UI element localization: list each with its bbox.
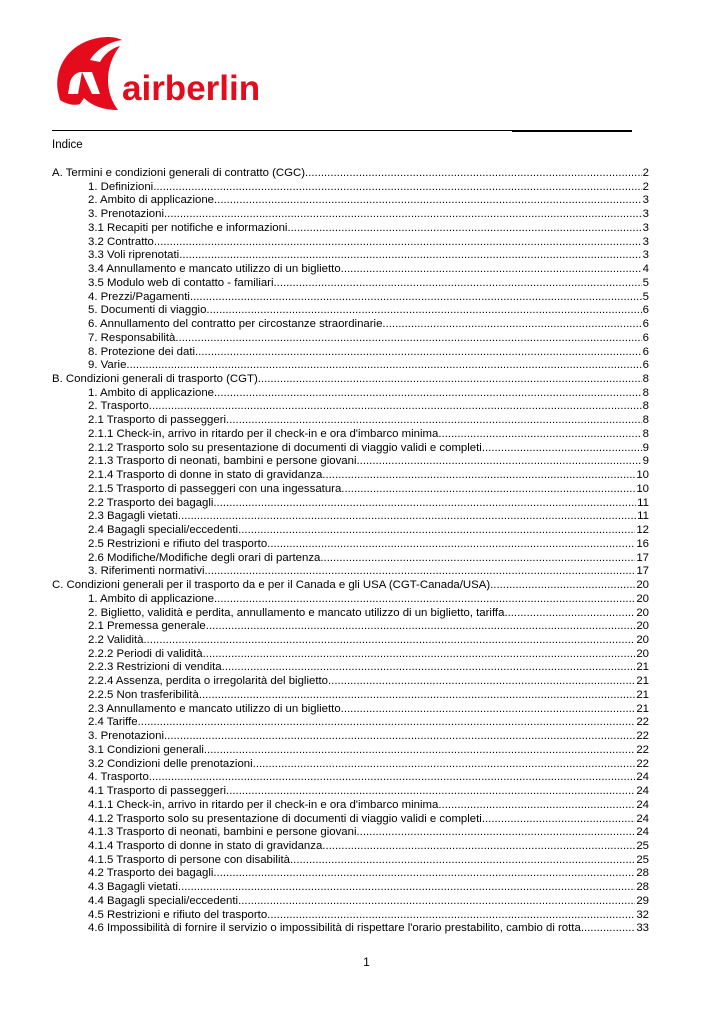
- toc-entry[interactable]: [52, 799, 649, 813]
- toc-entry-title: 4. Trasporto: [88, 771, 149, 784]
- toc-entry-page: 24: [636, 812, 649, 825]
- toc-leader-dots: [153, 181, 641, 195]
- toc-leader-dots: [504, 607, 635, 621]
- toc-entry-title: 2.4 Tariffe: [88, 716, 138, 729]
- toc-entry-page: 5: [642, 290, 649, 303]
- toc-entry[interactable]: [52, 922, 649, 936]
- toc-entry[interactable]: [52, 442, 649, 456]
- toc-entry-title: 1. Ambito di applicazione: [88, 592, 215, 605]
- toc-entry-title: 4.1.2 Trasporto solo su presentazione di documenti di viaggio validi e completi: [88, 812, 482, 825]
- toc-entry-title: 2.2.3 Restrizioni di vendita: [88, 661, 222, 674]
- toc-entry-title: 3.1 Condizioni generali: [88, 743, 204, 756]
- toc-entry-title: 4. Prezzi/Pagamenti: [88, 290, 190, 303]
- toc-leader-dots: [164, 730, 635, 744]
- toc-entry-title: 2.1.3 Trasporto di neonati, bambini e persone giovani: [88, 455, 357, 468]
- toc-entry[interactable]: [52, 167, 649, 181]
- toc-entry[interactable]: [52, 607, 649, 621]
- toc-entry-page: 11: [637, 496, 649, 509]
- toc-title: Indice: [52, 139, 83, 151]
- toc-entry[interactable]: [52, 840, 649, 854]
- toc-entry-title: 9. Varie: [88, 359, 127, 372]
- toc-entry-page: 21: [636, 702, 649, 715]
- toc-entry-page: 3: [642, 249, 649, 262]
- toc-entry-page: 20: [636, 579, 649, 592]
- toc-entry[interactable]: [52, 813, 649, 827]
- toc-entry-title: 2.2.5 Non trasferibilità: [88, 688, 199, 701]
- toc-entry-page: 8: [642, 386, 649, 399]
- toc-leader-dots: [222, 661, 636, 675]
- toc-entry-title: 4.1.3 Trasporto di neonati, bambini e persone giovani: [88, 826, 357, 839]
- toc-leader-dots: [175, 332, 641, 346]
- toc-entry-page: 20: [636, 633, 649, 646]
- toc-entry[interactable]: [52, 648, 649, 662]
- toc-entry-title: 4.5 Restrizioni e rifiuto del trasporto: [88, 908, 268, 921]
- toc-entry[interactable]: [52, 826, 649, 840]
- toc-entry-page: 3: [642, 194, 649, 207]
- toc-leader-dots: [438, 799, 635, 813]
- toc-entry-page: 6: [642, 359, 649, 372]
- toc-entry[interactable]: [52, 730, 649, 744]
- toc-entry-title: A. Termini e condizioni generali di contratto (CGC): [52, 167, 306, 179]
- header-rule-accent: [512, 130, 632, 132]
- toc-leader-dots: [178, 881, 635, 895]
- toc-entry-title: 3.2 Contratto: [88, 235, 154, 248]
- toc-entry-title: 2. Trasporto: [88, 400, 149, 413]
- toc-leader-dots: [341, 703, 636, 717]
- toc-entry-title: 3. Prenotazioni: [88, 730, 164, 743]
- toc-entry-title: B. Condizioni generali di trasporto (CGT): [52, 373, 258, 386]
- toc-entry-page: 20: [636, 620, 649, 633]
- toc-leader-dots: [274, 277, 642, 291]
- toc-leader-dots: [290, 854, 635, 868]
- toc-leader-dots: [490, 579, 635, 593]
- toc-leader-dots: [214, 387, 642, 401]
- toc-entry-title: 1. Definizioni: [88, 180, 154, 193]
- toc-leader-dots: [258, 373, 642, 387]
- airberlin-logo-graphic: [52, 32, 272, 116]
- toc-entry-title: 3.4 Annullamento e mancato utilizzo di un biglietto: [88, 263, 341, 276]
- toc-entry-page: 6: [642, 304, 649, 317]
- toc-entry[interactable]: [52, 689, 649, 703]
- toc-leader-dots: [203, 648, 636, 662]
- toc-entry-title: 4.1.5 Trasporto di persone con disabilità: [88, 853, 290, 866]
- toc-entry-page: 6: [642, 318, 649, 331]
- toc-entry[interactable]: [52, 895, 649, 909]
- toc-entry-page: 3: [642, 221, 649, 234]
- toc-entry-page: 21: [636, 675, 649, 688]
- toc-entry-page: 3: [642, 208, 649, 221]
- toc-leader-dots: [581, 922, 636, 936]
- toc-leader-dots: [267, 909, 635, 923]
- toc-entry-title: 2.6 Modifiche/Modifiche degli orari di partenza: [88, 551, 321, 564]
- toc-entry-page: 24: [636, 785, 649, 798]
- toc-entry-page: 8: [642, 373, 649, 386]
- toc-leader-dots: [214, 194, 642, 208]
- toc-entry-title: 2.3 Bagagli vietati: [88, 510, 178, 523]
- toc-leader-dots: [253, 758, 636, 772]
- toc-entry-title: 4.1 Trasporto di passeggeri: [88, 785, 227, 798]
- toc-entry-title: 3. Prenotazioni: [88, 208, 164, 221]
- toc-entry[interactable]: [52, 428, 649, 442]
- toc-entry-page: 25: [636, 839, 649, 852]
- toc-entry-title: 2.1.5 Trasporto di passeggeri con una ingessatura: [88, 482, 342, 495]
- toc-entry-title: 2.1.2 Trasporto solo su presentazione di documenti di viaggio validi e completi: [88, 441, 482, 454]
- toc-entry-title: 7. Responsabilità: [88, 331, 176, 344]
- toc-entry-title: 3. Riferimenti normativi: [88, 565, 205, 578]
- table-of-contents: [52, 167, 649, 936]
- toc-entry[interactable]: [52, 552, 649, 566]
- toc-entry[interactable]: [52, 538, 649, 552]
- toc-leader-dots: [154, 236, 642, 250]
- toc-entry-title: 2. Biglietto, validità e perdita, annullamento e mancato utilizzo di un biglietto, tariffa: [88, 606, 505, 619]
- toc-leader-dots: [267, 538, 635, 552]
- toc-entry-page: 24: [636, 771, 649, 784]
- toc-entry-page: 21: [636, 688, 649, 701]
- toc-entry-page: 21: [636, 661, 649, 674]
- toc-entry-title: C. Condizioni generali per il trasporto da e per il Canada e gli USA (CGT-Canada/USA): [52, 579, 491, 592]
- toc-entry-page: 8: [642, 400, 649, 413]
- toc-entry-title: 2.2 Trasporto dei bagagli: [88, 496, 214, 509]
- toc-entry-title: 1. Ambito di applicazione: [88, 386, 215, 399]
- toc-leader-dots: [438, 428, 641, 442]
- toc-leader-dots: [204, 565, 635, 579]
- toc-entry[interactable]: [52, 881, 649, 895]
- toc-entry-page: 22: [636, 757, 649, 770]
- toc-entry-page: 29: [636, 894, 649, 907]
- toc-entry-page: 4: [642, 263, 649, 276]
- toc-leader-dots: [226, 785, 635, 799]
- toc-entry-page: 28: [636, 881, 649, 894]
- toc-entry[interactable]: [52, 785, 649, 799]
- toc-entry[interactable]: [52, 236, 649, 250]
- toc-entry[interactable]: [52, 854, 649, 868]
- toc-entry-title: 4.1.4 Trasporto di donne in stato di gravidanza: [88, 839, 323, 852]
- toc-entry-title: 4.4 Bagagli speciali/eccedenti: [88, 894, 239, 907]
- toc-entry[interactable]: [52, 675, 649, 689]
- toc-entry[interactable]: [52, 661, 649, 675]
- toc-entry[interactable]: [52, 249, 649, 263]
- toc-leader-dots: [204, 744, 635, 758]
- toc-entry-title: 3.1 Recapiti per notifiche e informazioni: [88, 221, 288, 234]
- logo-wordmark: airberlin: [122, 69, 261, 108]
- toc-entry-page: 24: [636, 826, 649, 839]
- toc-entry-title: 2.2 Validità: [88, 633, 144, 646]
- toc-entry[interactable]: [52, 497, 649, 511]
- toc-entry-title: 4.6 Impossibilità di fornire il servizio o impossibilità di rispettare l'orario prestabilito, cambio di rotta: [88, 922, 581, 935]
- toc-entry[interactable]: [52, 194, 649, 208]
- toc-entry-page: 17: [636, 551, 649, 564]
- toc-entry-title: 3.5 Modulo web di contatto - familiari: [88, 276, 274, 289]
- toc-leader-dots: [179, 249, 641, 263]
- toc-entry-page: 22: [636, 743, 649, 756]
- toc-entry-title: 5. Documenti di viaggio: [88, 304, 207, 317]
- toc-entry-title: 2.1.4 Trasporto di donne in stato di gravidanza: [88, 469, 323, 482]
- toc-leader-dots: [126, 359, 641, 373]
- toc-leader-dots: [138, 716, 636, 730]
- toc-entry[interactable]: [52, 469, 649, 483]
- toc-entry-page: 20: [636, 592, 649, 605]
- toc-entry-title: 2.2.2 Periodi di validità: [88, 647, 203, 660]
- toc-leader-dots: [322, 469, 635, 483]
- toc-entry-title: 2. Ambito di applicazione: [88, 194, 215, 207]
- toc-entry-page: 5: [642, 276, 649, 289]
- toc-entry[interactable]: [52, 703, 649, 717]
- toc-leader-dots: [320, 552, 635, 566]
- toc-entry[interactable]: [52, 304, 649, 318]
- toc-leader-dots: [149, 400, 642, 414]
- toc-entry[interactable]: [52, 291, 649, 305]
- toc-entry-title: 2.1.1 Check-in, arrivo in ritardo per il check-in e ora d'imbarco minima: [88, 427, 439, 440]
- toc-entry-title: 2.4 Bagagli speciali/eccedenti: [88, 524, 239, 537]
- toc-entry-page: 9: [642, 455, 649, 468]
- toc-entry-title: 4.1.1 Check-in, arrivo in ritardo per il check-in e ora d'imbarco minima: [88, 798, 439, 811]
- toc-entry-page: 2: [642, 167, 649, 179]
- toc-entry-page: 33: [636, 922, 649, 935]
- toc-entry-title: 6. Annullamento del contratto per circostanze straordinarie: [88, 318, 383, 331]
- toc-leader-dots: [357, 826, 636, 840]
- toc-entry-page: 22: [636, 730, 649, 743]
- toc-entry-title: 3.2 Condizioni delle prenotazioni: [88, 757, 253, 770]
- toc-leader-dots: [482, 813, 635, 827]
- toc-entry-title: 2.1 Trasporto di passeggeri: [88, 414, 227, 427]
- toc-leader-dots: [206, 304, 641, 318]
- toc-entry[interactable]: [52, 524, 649, 538]
- toc-entry[interactable]: [52, 909, 649, 923]
- toc-entry-page: 9: [642, 441, 649, 454]
- toc-entry[interactable]: [52, 181, 649, 195]
- toc-entry-title: 4.2 Trasporto dei bagagli: [88, 867, 214, 880]
- toc-entry-page: 10: [636, 469, 649, 482]
- toc-entry[interactable]: [52, 414, 649, 428]
- toc-leader-dots: [213, 867, 635, 881]
- toc-entry[interactable]: [52, 208, 649, 222]
- toc-leader-dots: [305, 167, 642, 181]
- toc-leader-dots: [328, 675, 635, 689]
- toc-entry[interactable]: [52, 359, 649, 373]
- toc-entry-page: 2: [642, 180, 649, 193]
- toc-leader-dots: [214, 593, 635, 607]
- toc-entry-page: 8: [642, 427, 649, 440]
- toc-entry[interactable]: [52, 373, 649, 387]
- toc-entry-page: 25: [636, 853, 649, 866]
- toc-entry[interactable]: [52, 483, 649, 497]
- toc-entry[interactable]: [52, 716, 649, 730]
- toc-leader-dots: [322, 840, 635, 854]
- toc-leader-dots: [149, 771, 636, 785]
- toc-entry-title: 2.3 Annullamento e mancato utilizzo di un biglietto: [88, 702, 341, 715]
- toc-leader-dots: [357, 455, 642, 469]
- toc-entry[interactable]: [52, 346, 649, 360]
- page-number: 1: [363, 955, 370, 969]
- toc-entry[interactable]: [52, 744, 649, 758]
- toc-entry-page: 6: [642, 331, 649, 344]
- toc-entry-page: 24: [636, 798, 649, 811]
- toc-leader-dots: [164, 208, 642, 222]
- toc-entry-title: 4.3 Bagagli vietati: [88, 881, 178, 894]
- toc-entry[interactable]: [52, 867, 649, 881]
- toc-leader-dots: [238, 524, 635, 538]
- toc-entry-title: 8. Protezione dei dati: [88, 345, 196, 358]
- toc-leader-dots: [195, 346, 642, 360]
- toc-entry[interactable]: [52, 510, 649, 524]
- toc-entry-page: 10: [636, 482, 649, 495]
- toc-entry[interactable]: [52, 455, 649, 469]
- toc-leader-dots: [178, 510, 636, 524]
- toc-entry-page: 28: [636, 867, 649, 880]
- toc-entry[interactable]: [52, 332, 649, 346]
- toc-entry[interactable]: [52, 593, 649, 607]
- toc-leader-dots: [144, 634, 636, 648]
- toc-entry[interactable]: [52, 565, 649, 579]
- toc-entry[interactable]: [52, 222, 649, 236]
- toc-entry[interactable]: [52, 263, 649, 277]
- toc-entry-page: 3: [642, 235, 649, 248]
- toc-entry-page: 20: [636, 606, 649, 619]
- toc-entry[interactable]: [52, 400, 649, 414]
- toc-leader-dots: [206, 620, 636, 634]
- toc-leader-dots: [199, 689, 636, 703]
- toc-entry[interactable]: [52, 758, 649, 772]
- toc-leader-dots: [382, 318, 641, 332]
- toc-leader-dots: [226, 414, 642, 428]
- toc-entry[interactable]: [52, 318, 649, 332]
- toc-entry-page: 32: [636, 908, 649, 921]
- airberlin-logo: [52, 32, 272, 116]
- toc-entry-page: 20: [636, 647, 649, 660]
- toc-leader-dots: [190, 291, 642, 305]
- toc-entry-title: 3.3 Voli riprenotati: [88, 249, 180, 262]
- toc-entry-page: 8: [642, 414, 649, 427]
- toc-entry[interactable]: [52, 387, 649, 401]
- toc-entry-page: 22: [636, 716, 649, 729]
- toc-entry[interactable]: [52, 771, 649, 785]
- toc-entry-page: 17: [636, 565, 649, 578]
- toc-entry[interactable]: [52, 620, 649, 634]
- toc-leader-dots: [213, 497, 636, 511]
- toc-entry-page: 6: [642, 345, 649, 358]
- toc-leader-dots: [287, 222, 641, 236]
- toc-leader-dots: [238, 895, 635, 909]
- toc-leader-dots: [341, 263, 642, 277]
- toc-entry-title: 2.1 Premessa generale: [88, 620, 206, 633]
- toc-entry[interactable]: [52, 634, 649, 648]
- toc-entry-title: 2.5 Restrizioni e rifiuto del trasporto: [88, 537, 268, 550]
- toc-leader-dots: [482, 442, 642, 456]
- toc-leader-dots: [341, 483, 635, 497]
- toc-entry-page: 11: [637, 510, 649, 523]
- toc-entry-title: 2.2.4 Assenza, perdita o irregolarità del biglietto: [88, 675, 328, 688]
- toc-entry-page: 16: [636, 537, 649, 550]
- toc-entry[interactable]: [52, 277, 649, 291]
- toc-entry-page: 12: [636, 524, 649, 537]
- toc-entry[interactable]: [52, 579, 649, 593]
